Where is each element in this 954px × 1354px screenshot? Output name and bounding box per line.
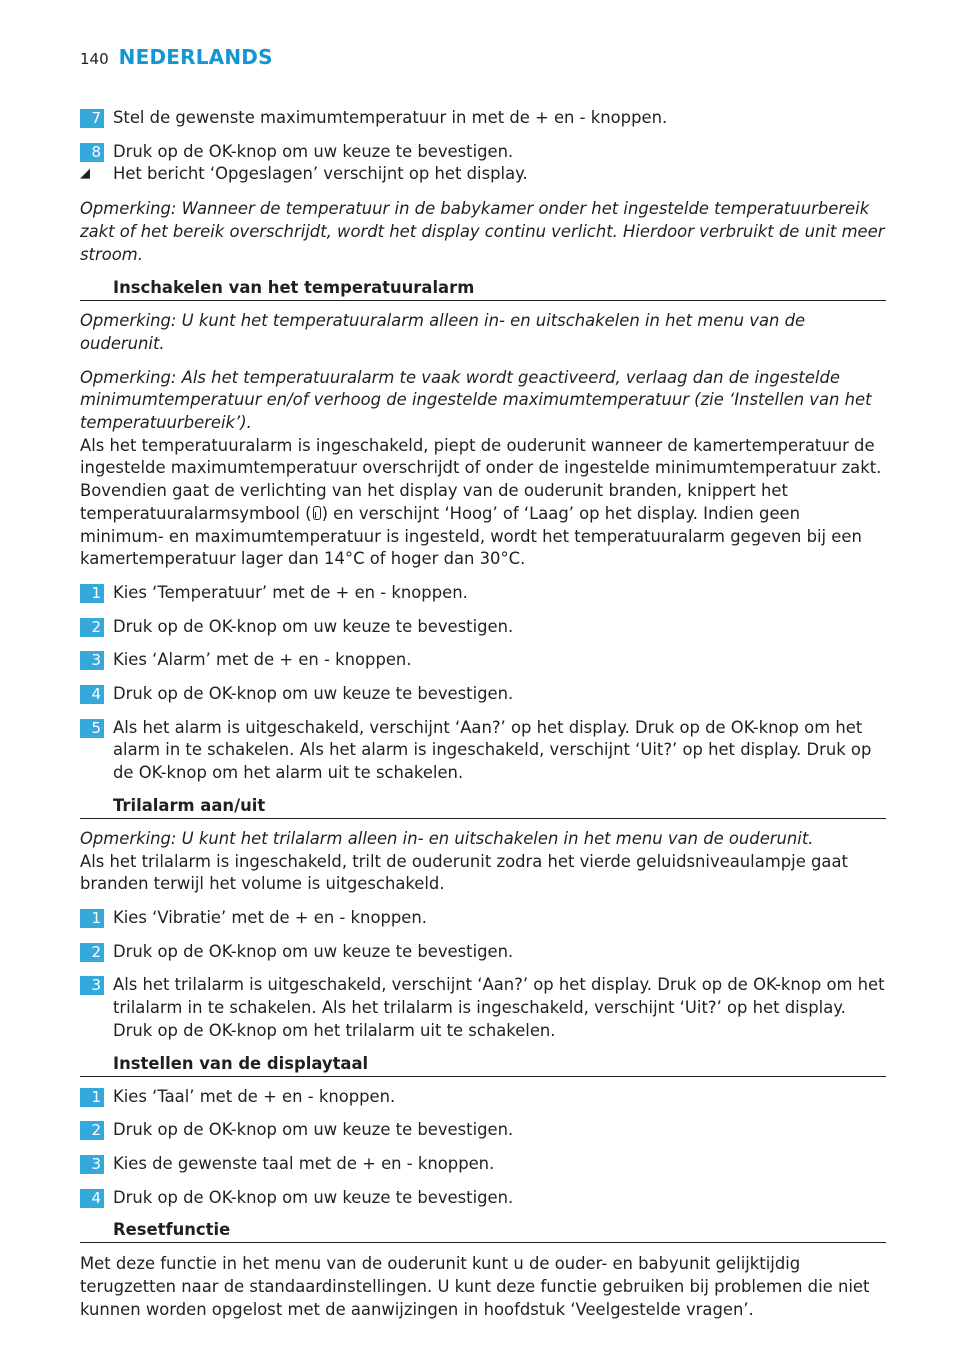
vib-step-3: [80, 974, 886, 1042]
step-text: Druk op de OK-knop om uw keuze te bevestigen.: [113, 616, 514, 636]
lang-step-3: [80, 1153, 886, 1176]
step-text: Kies ‘Vibratie’ met de + en - knoppen.: [113, 907, 427, 927]
step-7: [80, 107, 886, 130]
step-text: Kies ‘Temperatuur’ met de + en - knoppen.: [113, 582, 468, 602]
page-content: [80, 107, 886, 1321]
description-text-part2: ) en verschijnt ‘Hoog’ of ‘Laag’ op het display. Indien geen minimum- en maximumtemperatuur is ingesteld, wordt het temperatuuralarm gegeven bij een kamertemperatuur lager dan 14°C of hoger dan 30°C.: [80, 503, 862, 569]
step-number-badge: 2: [80, 943, 104, 962]
page-header: [80, 45, 273, 69]
note-temperature-alarm-menu: Opmerking: U kunt het temperatuuralarm alleen in- en uitschakelen in het menu van de ouderunit.: [80, 311, 806, 353]
step-text: Druk op de OK-knop om uw keuze te bevestigen.: [113, 141, 514, 161]
step-number-badge: 4: [80, 1189, 104, 1208]
step-text: Stel de gewenste maximumtemperatuur in met de + en - knoppen.: [113, 108, 668, 127]
vib-step-2: [80, 941, 886, 964]
temp-step-4: [80, 683, 886, 706]
step-number-badge: 3: [80, 651, 104, 670]
step-number-badge: 3: [80, 976, 104, 995]
step-number-badge: 5: [80, 719, 104, 738]
heading-display-language: Instellen van de displaytaal: [80, 1053, 886, 1077]
temp-step-2: [80, 616, 886, 639]
description-text-part1: Als het temperatuuralarm is ingeschakeld, piept de ouderunit wanneer de kamertemperatuur de ingestelde maximumtemperatuur overschrijdt of onder de ingestelde minimumtemperatuur zakt. Bovendien gaat de verlichting van het display van de ouderunit branden, knippert het temperatuuralarmsymbool (: [80, 435, 882, 523]
lang-step-4: [80, 1187, 886, 1210]
temp-step-1: [80, 582, 886, 605]
lang-step-2: [80, 1119, 886, 1142]
step-text: Druk op de OK-knop om uw keuze te bevestigen.: [113, 684, 514, 704]
bullet-icon: ◢: [80, 166, 90, 182]
step-text: Als het alarm is uitgeschakeld, verschijnt ‘Aan?’ op het display. Druk op de OK-knop om het alarm in te schakelen. Als het alarm is ingeschakeld, verschijnt ‘Uit?’ op het display. Druk op de OK-knop om het alarm uit te schakelen.: [113, 717, 872, 783]
step-text: Druk op de OK-knop om uw keuze te bevestigen.: [113, 1120, 514, 1140]
step-8: [80, 141, 886, 164]
language-title: NEDERLANDS: [118, 45, 273, 69]
step-number-badge: 1: [80, 1088, 104, 1107]
vibration-alarm-description: Als het trilalarm is ingeschakeld, trilt de ouderunit zodra het vierde geluidsniveaulampje gaat branden terwijl het volume is uitgeschakeld.: [80, 851, 848, 894]
heading-vibration-alarm: Trilalarm aan/uit: [80, 795, 886, 819]
step-number-badge: 2: [80, 618, 104, 637]
note-temperature-alarm-frequency: Opmerking: Als het temperatuuralarm te vaak wordt geactiveerd, verlaag dan de ingestelde minimumtemperatuur en/of verhoog de ingestelde maximumtemperatuur (zie ‘Instellen van het temperatuurbereik’).: [80, 367, 872, 433]
heading-reset-function: Resetfunctie: [80, 1219, 886, 1243]
temp-step-5: [80, 717, 886, 785]
temperature-alarm-description: [80, 435, 886, 571]
note-vibration-alarm-menu: Opmerking: U kunt het trilalarm alleen in- en uitschakelen in het menu van de ouderunit.: [80, 828, 814, 848]
reset-description: Met deze functie in het menu van de ouderunit kunt u de ouder- en babyunit gelijktijdig terugzetten naar de standaardinstellingen. U kunt deze functie gebruiken bij problemen die niet kunnen worden opgelost met de aanwijzingen in hoofdstuk ‘Veelgestelde vragen’.: [80, 1254, 870, 1319]
step-number-badge: 4: [80, 685, 104, 704]
note-display-light: Opmerking: Wanneer de temperatuur in de babykamer onder het ingestelde temperatuurbereik zakt of het bereik overschrijdt, wordt het display continu verlicht. Hierdoor verbruikt de unit meer stroom.: [80, 199, 885, 264]
bullet-text: Het bericht ‘Opgeslagen’ verschijnt op het display.: [113, 164, 528, 184]
heading-temperature-alarm: Inschakelen van het temperatuuralarm: [80, 277, 886, 301]
step-number-badge: 2: [80, 1121, 104, 1140]
page-number: 140: [80, 50, 109, 68]
step-number-badge: 1: [80, 909, 104, 928]
step-text: Druk op de OK-knop om uw keuze te bevestigen.: [113, 1187, 514, 1207]
lang-step-1: [80, 1086, 886, 1109]
step-text: Druk op de OK-knop om uw keuze te bevestigen.: [113, 941, 514, 961]
temp-step-3: [80, 649, 886, 672]
thermometer-icon: [313, 506, 321, 520]
vib-step-1: [80, 907, 886, 930]
step-number-badge: 8: [80, 143, 104, 162]
step-text: Kies ‘Taal’ met de + en - knoppen.: [113, 1086, 396, 1106]
step-number-badge: 7: [80, 109, 104, 128]
step-text: Kies ‘Alarm’ met de + en - knoppen.: [113, 650, 412, 670]
step-number-badge: 3: [80, 1155, 104, 1174]
step-text: Kies de gewenste taal met de + en - knoppen.: [113, 1153, 495, 1173]
result-bullet: [80, 163, 886, 186]
step-text: Als het trilalarm is uitgeschakeld, verschijnt ‘Aan?’ op het display. Druk op de OK-knop om het trilalarm in te schakelen. Als het trilalarm is ingeschakeld, verschijnt ‘Uit?’ op het display. Druk op de OK-knop om het trilalarm uit te schakelen.: [113, 975, 885, 1040]
step-number-badge: 1: [80, 584, 104, 603]
